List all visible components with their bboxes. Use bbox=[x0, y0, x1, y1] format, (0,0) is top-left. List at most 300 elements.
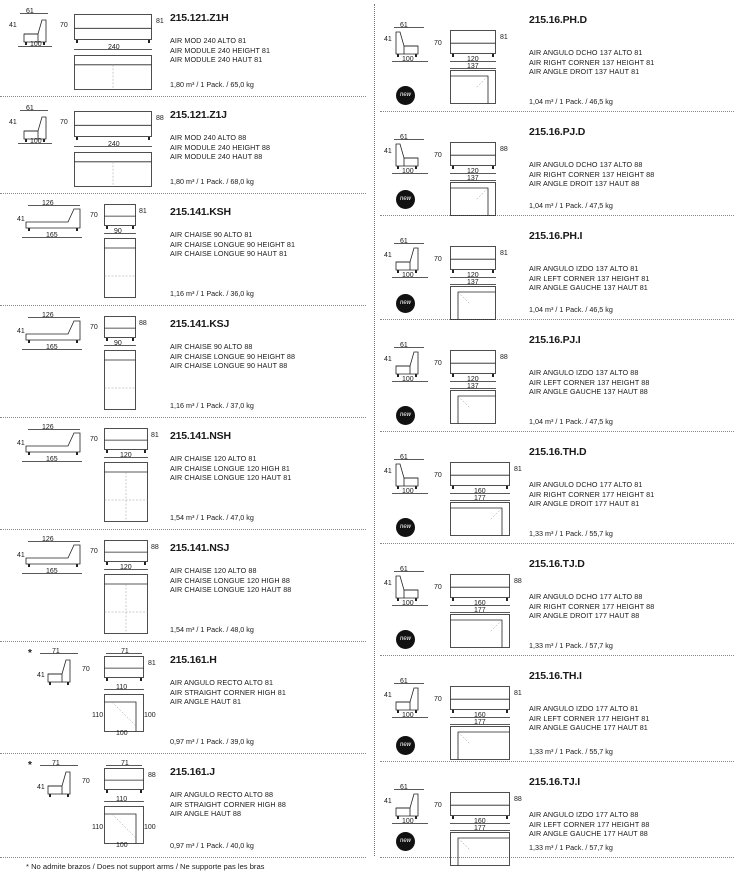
side-profile-drawing bbox=[46, 656, 72, 686]
product-code: 215.16.PJ.D bbox=[529, 126, 586, 138]
description-line: AIR CHAISE LONGUE 120 HIGH 88 bbox=[170, 575, 290, 585]
dimension-label: 41 bbox=[17, 216, 25, 223]
seat-cushion-line bbox=[396, 808, 410, 816]
dimension-label: 100 bbox=[402, 272, 414, 279]
leg bbox=[148, 40, 150, 43]
side-profile-drawing bbox=[394, 572, 420, 602]
dimension-label: 41 bbox=[384, 148, 392, 155]
dimension-line bbox=[104, 456, 148, 459]
plan-outline bbox=[451, 727, 510, 760]
seat-cushion-line bbox=[404, 478, 418, 486]
product-code: 215.16.PH.I bbox=[529, 230, 583, 242]
leg bbox=[28, 564, 30, 567]
description-line: AIR ANGLE HAUT 88 bbox=[170, 809, 242, 819]
product-entry bbox=[0, 530, 370, 642]
product-entry bbox=[0, 306, 370, 418]
product-entry bbox=[380, 320, 738, 432]
description-line: AIR ANGULO IZDO 137 ALTO 88 bbox=[529, 368, 639, 377]
description-line: AIR LEFT CORNER 177 HEIGHT 81 bbox=[529, 713, 650, 723]
dimension-label: 88 bbox=[151, 544, 159, 551]
leg bbox=[106, 678, 108, 681]
seat-cushion-line bbox=[396, 366, 410, 374]
dimension-label: 70 bbox=[434, 152, 442, 159]
profile-outline bbox=[396, 688, 418, 710]
leg bbox=[397, 54, 399, 57]
dimension-line bbox=[392, 172, 428, 175]
leg bbox=[106, 338, 108, 341]
product-entry bbox=[0, 754, 370, 858]
description-line: AIR LEFT CORNER 137 HEIGHT 88 bbox=[529, 377, 650, 387]
dimension-label: 41 bbox=[37, 784, 45, 791]
description-line: AIR RIGHT CORNER 137 HEIGHT 81 bbox=[529, 57, 655, 67]
chaise-plan-drawing bbox=[104, 350, 136, 410]
chaise-profile-drawing bbox=[24, 542, 82, 568]
front-view-drawing bbox=[104, 316, 136, 342]
new-badge: new bbox=[396, 518, 415, 537]
product-description bbox=[170, 678, 286, 707]
column-divider bbox=[374, 4, 375, 856]
leg bbox=[397, 166, 399, 169]
description-line: AIR ANGLE DROIT 177 HAUT 88 bbox=[529, 611, 640, 621]
product-code: 215.161.H bbox=[170, 654, 217, 666]
dimension-line bbox=[104, 568, 148, 571]
product-spec: 1,04 m³ / 1 Pack. / 46,5 kg bbox=[529, 97, 613, 106]
description-line: AIR MODULE 240 HEIGHT 88 bbox=[170, 142, 271, 152]
description-line: AIR ANGULO IZDO 177 ALTO 81 bbox=[529, 704, 639, 713]
product-spec: 1,80 m³ / 1 Pack. / 65,0 kg bbox=[170, 80, 254, 89]
corner-plan-drawing bbox=[450, 182, 496, 216]
front-outline bbox=[75, 112, 152, 137]
profile-outline bbox=[396, 144, 418, 166]
dimension-label: 81 bbox=[500, 250, 508, 257]
side-profile-drawing bbox=[394, 28, 420, 58]
product-entry bbox=[0, 642, 370, 754]
no-arms-marker: * bbox=[28, 760, 32, 771]
product-description bbox=[529, 592, 654, 621]
leg bbox=[28, 452, 30, 455]
product-code: 215.16.PJ.I bbox=[529, 334, 581, 346]
dimension-label: 41 bbox=[17, 328, 25, 335]
dimension-label: 160 bbox=[474, 488, 486, 495]
description-line: AIR CHAISE LONGUE 90 HAUT 88 bbox=[170, 361, 288, 371]
leg bbox=[415, 270, 417, 273]
dimension-line bbox=[18, 142, 52, 145]
diagonal-line bbox=[476, 76, 488, 88]
dimension-label: 61 bbox=[26, 105, 34, 112]
dimension-label: 100 bbox=[144, 824, 156, 831]
dimension-label: 126 bbox=[42, 312, 54, 319]
seat-cushion-line bbox=[48, 786, 62, 794]
side-profile-drawing bbox=[394, 140, 420, 170]
leg bbox=[415, 598, 417, 601]
dimension-label: 100 bbox=[402, 818, 414, 825]
leg bbox=[397, 486, 399, 489]
product-description bbox=[529, 480, 654, 509]
leg bbox=[506, 598, 508, 601]
dimension-label: 81 bbox=[148, 660, 156, 667]
dimension-label: 70 bbox=[90, 436, 98, 443]
front-outline bbox=[451, 687, 510, 710]
leg bbox=[397, 710, 399, 713]
profile-outline bbox=[396, 32, 418, 54]
dimension-label: 81 bbox=[500, 34, 508, 41]
front-outline bbox=[451, 143, 496, 166]
description-line: AIR CHAISE LONGUE 90 HEIGHT 88 bbox=[170, 351, 296, 361]
dimension-label: 100 bbox=[402, 488, 414, 495]
corner-plan-drawing bbox=[104, 694, 144, 732]
front-outline bbox=[451, 463, 510, 486]
leg bbox=[397, 816, 399, 819]
front-view-drawing bbox=[104, 656, 144, 682]
backrest-line bbox=[451, 620, 503, 648]
description-line: AIR ANGULO IZDO 137 ALTO 81 bbox=[529, 264, 639, 273]
description-line: AIR CHAISE LONGUE 120 HAUT 88 bbox=[170, 585, 292, 595]
description-line: AIR ANGLE DROIT 137 HAUT 81 bbox=[529, 67, 640, 77]
product-entry bbox=[380, 0, 738, 112]
dimension-line bbox=[22, 572, 82, 575]
leg bbox=[415, 816, 417, 819]
leg bbox=[415, 374, 417, 377]
front-view-drawing bbox=[450, 350, 496, 378]
front-view-drawing bbox=[104, 768, 144, 794]
dimension-label: 88 bbox=[148, 772, 156, 779]
leg bbox=[492, 166, 494, 169]
diagonal-line bbox=[458, 292, 470, 304]
footnote: * No admite brazos / Does not support arms / Ne supporte pas les bras bbox=[26, 862, 265, 871]
new-badge: new bbox=[396, 630, 415, 649]
description-line: AIR MODULE 240 HAUT 88 bbox=[170, 152, 263, 162]
corner-plan-drawing bbox=[104, 806, 144, 844]
dimension-label: 70 bbox=[60, 22, 68, 29]
dimension-label: 70 bbox=[90, 548, 98, 555]
backrest-line bbox=[105, 814, 137, 844]
leg bbox=[76, 228, 78, 231]
dimension-label: 88 bbox=[514, 796, 522, 803]
description-line: AIR CHAISE 90 ALTO 81 bbox=[170, 230, 253, 239]
dimension-label: 70 bbox=[90, 324, 98, 331]
dimension-line bbox=[104, 800, 144, 803]
side-profile-drawing bbox=[46, 768, 72, 798]
dimension-label: 165 bbox=[46, 344, 58, 351]
dimension-line bbox=[106, 652, 142, 655]
profile-outline bbox=[396, 248, 418, 270]
description-line: AIR CHAISE 120 ALTO 81 bbox=[170, 454, 257, 463]
dimension-label: 120 bbox=[120, 564, 132, 571]
product-spec: 0,97 m³ / 1 Pack. / 39,0 kg bbox=[170, 737, 254, 746]
plan-outline bbox=[105, 351, 136, 410]
plan-outline bbox=[105, 463, 148, 522]
entry-separator bbox=[0, 857, 366, 858]
dimension-line bbox=[18, 45, 52, 48]
leg bbox=[415, 486, 417, 489]
backrest-line bbox=[451, 76, 489, 104]
description-line: AIR CHAISE 120 ALTO 88 bbox=[170, 566, 257, 575]
product-entry bbox=[0, 418, 370, 530]
dimension-label: 240 bbox=[108, 44, 120, 51]
leg bbox=[397, 270, 399, 273]
diagonal-line bbox=[458, 838, 470, 850]
dimension-label: 61 bbox=[400, 238, 408, 245]
front-outline bbox=[105, 317, 136, 338]
dimension-line bbox=[104, 232, 136, 235]
dimension-label: 177 bbox=[474, 825, 486, 832]
leg bbox=[415, 166, 417, 169]
leg bbox=[132, 226, 134, 229]
product-code: 215.16.TJ.D bbox=[529, 558, 585, 570]
leg bbox=[452, 374, 454, 377]
dimension-label: 70 bbox=[434, 584, 442, 591]
description-line: AIR LEFT CORNER 177 HEIGHT 88 bbox=[529, 819, 650, 829]
dimension-label: 110 bbox=[92, 712, 104, 719]
description-line: AIR ANGLE GAUCHE 177 HAUT 81 bbox=[529, 723, 648, 733]
profile-outline bbox=[26, 433, 80, 452]
leg bbox=[415, 710, 417, 713]
corner-plan-drawing bbox=[450, 614, 510, 648]
dimension-line bbox=[22, 236, 82, 239]
dimension-line bbox=[392, 380, 428, 383]
side-profile-drawing bbox=[394, 244, 420, 274]
leg bbox=[76, 40, 78, 43]
plan-outline bbox=[451, 71, 496, 104]
dimension-label: 71 bbox=[121, 648, 129, 655]
description-line: AIR LEFT CORNER 137 HEIGHT 81 bbox=[529, 273, 650, 283]
diagonal-line bbox=[458, 396, 470, 408]
new-badge: new bbox=[396, 86, 415, 105]
dimension-label: 100 bbox=[30, 41, 42, 48]
side-profile-drawing bbox=[394, 460, 420, 490]
plan-outline bbox=[451, 391, 496, 424]
dimension-label: 100 bbox=[116, 730, 128, 737]
leg bbox=[452, 598, 454, 601]
product-spec: 0,97 m³ / 1 Pack. / 40,0 kg bbox=[170, 841, 254, 850]
leg bbox=[492, 270, 494, 273]
chaise-profile-drawing bbox=[24, 206, 82, 232]
product-code: 215.141.NSJ bbox=[170, 542, 230, 554]
backrest-line bbox=[458, 396, 496, 424]
dimension-label: 41 bbox=[37, 672, 45, 679]
front-view-drawing bbox=[450, 462, 510, 490]
dimension-label: 81 bbox=[139, 208, 147, 215]
product-spec: 1,04 m³ / 1 Pack. / 46,5 kg bbox=[529, 305, 613, 314]
profile-outline bbox=[48, 660, 70, 682]
plan-view-drawing bbox=[74, 152, 152, 187]
front-outline bbox=[105, 769, 144, 790]
dimension-label: 120 bbox=[467, 376, 479, 383]
chaise-plan-drawing bbox=[104, 462, 148, 522]
dimension-label: 70 bbox=[434, 256, 442, 263]
description-line: AIR ANGULO RECTO ALTO 81 bbox=[170, 678, 274, 687]
dimension-label: 88 bbox=[156, 115, 164, 122]
dimension-label: 61 bbox=[400, 134, 408, 141]
description-line: AIR STRAIGHT CORNER HIGH 81 bbox=[170, 687, 286, 697]
diagonal-line bbox=[490, 620, 502, 632]
dimension-label: 100 bbox=[402, 712, 414, 719]
dimension-line bbox=[22, 460, 82, 463]
product-code: 215.121.Z1H bbox=[170, 12, 229, 24]
plan-outline bbox=[105, 807, 144, 844]
front-outline bbox=[451, 247, 496, 270]
diagonal-line bbox=[112, 702, 136, 726]
dimension-label: 61 bbox=[400, 784, 408, 791]
leg bbox=[144, 450, 146, 453]
dimension-label: 71 bbox=[121, 760, 129, 767]
leg bbox=[492, 54, 494, 57]
chaise-plan-drawing bbox=[104, 238, 136, 298]
seat-cushion-line bbox=[396, 262, 410, 270]
product-description bbox=[529, 704, 649, 733]
product-description bbox=[170, 133, 270, 162]
front-view-drawing bbox=[74, 111, 152, 141]
dimension-label: 61 bbox=[26, 8, 34, 15]
front-view-drawing bbox=[450, 30, 496, 58]
dimension-label: 100 bbox=[402, 600, 414, 607]
dimension-label: 81 bbox=[514, 466, 522, 473]
leg bbox=[397, 598, 399, 601]
front-outline bbox=[451, 575, 510, 598]
profile-outline bbox=[24, 20, 46, 42]
dimension-label: 90 bbox=[114, 228, 122, 235]
front-outline bbox=[75, 15, 152, 40]
dimension-label: 41 bbox=[17, 552, 25, 559]
product-description bbox=[170, 790, 286, 819]
dimension-label: 71 bbox=[52, 760, 60, 767]
leg bbox=[452, 816, 454, 819]
dimension-label: 88 bbox=[500, 146, 508, 153]
side-profile-drawing bbox=[394, 790, 420, 820]
product-entry bbox=[380, 762, 738, 858]
product-spec: 1,33 m³ / 1 Pack. / 55,7 kg bbox=[529, 529, 613, 538]
description-line: AIR ANGULO DCHO 177 ALTO 81 bbox=[529, 480, 643, 489]
profile-outline bbox=[26, 321, 80, 340]
no-arms-marker: * bbox=[28, 648, 32, 659]
corner-plan-drawing bbox=[450, 390, 496, 424]
description-line: AIR CHAISE LONGUE 120 HAUT 81 bbox=[170, 473, 292, 483]
product-code: 215.16.TH.D bbox=[529, 446, 587, 458]
leg bbox=[106, 790, 108, 793]
dimension-label: 165 bbox=[46, 232, 58, 239]
chaise-plan-drawing bbox=[104, 574, 148, 634]
leg bbox=[144, 562, 146, 565]
product-description bbox=[529, 160, 654, 189]
leg bbox=[140, 678, 142, 681]
front-view-drawing bbox=[104, 540, 148, 566]
product-spec: 1,04 m³ / 1 Pack. / 47,5 kg bbox=[529, 417, 613, 426]
dimension-label: 177 bbox=[474, 607, 486, 614]
dimension-label: 61 bbox=[400, 566, 408, 573]
dimension-line bbox=[40, 764, 78, 767]
dimension-line bbox=[22, 348, 82, 351]
side-profile-drawing bbox=[394, 348, 420, 378]
description-line: AIR CHAISE LONGUE 90 HAUT 81 bbox=[170, 249, 288, 259]
profile-outline bbox=[24, 117, 46, 139]
product-code: 215.16.PH.D bbox=[529, 14, 587, 26]
new-badge: new bbox=[396, 832, 415, 851]
dimension-label: 177 bbox=[474, 495, 486, 502]
profile-outline bbox=[396, 352, 418, 374]
leg bbox=[492, 374, 494, 377]
product-entry bbox=[0, 97, 370, 194]
front-outline bbox=[105, 429, 148, 450]
dimension-label: 100 bbox=[144, 712, 156, 719]
description-line: AIR ANGULO DCHO 137 ALTO 88 bbox=[529, 160, 643, 169]
dimension-label: 126 bbox=[42, 200, 54, 207]
dimension-label: 61 bbox=[400, 22, 408, 29]
description-line: AIR ANGULO IZDO 177 ALTO 88 bbox=[529, 810, 639, 819]
dimension-label: 110 bbox=[92, 824, 104, 831]
product-description bbox=[170, 566, 291, 595]
leg bbox=[76, 564, 78, 567]
dimension-line bbox=[392, 822, 428, 825]
description-line: AIR ANGLE GAUCHE 137 HAUT 81 bbox=[529, 283, 648, 293]
description-line: AIR CHAISE LONGUE 120 HIGH 81 bbox=[170, 463, 290, 473]
dimension-line bbox=[392, 604, 428, 607]
dimension-label: 120 bbox=[467, 168, 479, 175]
product-code: 215.141.KSH bbox=[170, 206, 231, 218]
diagonal-line bbox=[458, 732, 470, 744]
leg bbox=[106, 226, 108, 229]
description-line: AIR ANGULO DCHO 137 ALTO 81 bbox=[529, 48, 643, 57]
description-line: AIR CHAISE 90 ALTO 88 bbox=[170, 342, 253, 351]
dimension-label: 61 bbox=[400, 678, 408, 685]
backrest-line bbox=[451, 188, 489, 216]
front-view-drawing bbox=[74, 14, 152, 44]
chaise-profile-drawing bbox=[24, 430, 82, 456]
front-outline bbox=[451, 351, 496, 374]
dimension-label: 100 bbox=[402, 376, 414, 383]
profile-outline bbox=[396, 576, 418, 598]
front-outline bbox=[451, 31, 496, 54]
backrest-line bbox=[451, 508, 503, 536]
dimension-label: 41 bbox=[384, 798, 392, 805]
description-line: AIR ANGLE DROIT 177 HAUT 81 bbox=[529, 499, 640, 509]
product-description bbox=[529, 810, 649, 839]
dimension-label: 71 bbox=[52, 648, 60, 655]
dimension-label: 100 bbox=[402, 168, 414, 175]
leg bbox=[28, 340, 30, 343]
description-line: AIR RIGHT CORNER 177 HEIGHT 81 bbox=[529, 489, 655, 499]
product-spec: 1,54 m³ / 1 Pack. / 47,0 kg bbox=[170, 513, 254, 522]
product-spec: 1,33 m³ / 1 Pack. / 55,7 kg bbox=[529, 747, 613, 756]
dimension-label: 120 bbox=[467, 56, 479, 63]
plan-outline bbox=[105, 575, 148, 634]
dimension-line bbox=[106, 764, 142, 767]
new-badge: new bbox=[396, 736, 415, 755]
product-spec: 1,16 m³ / 1 Pack. / 37,0 kg bbox=[170, 401, 254, 410]
leg bbox=[452, 166, 454, 169]
dimension-label: 70 bbox=[90, 212, 98, 219]
dimension-label: 70 bbox=[82, 778, 90, 785]
dimension-label: 70 bbox=[434, 802, 442, 809]
seat-cushion-line bbox=[396, 702, 410, 710]
description-line: AIR STRAIGHT CORNER HIGH 88 bbox=[170, 799, 286, 809]
leg bbox=[140, 790, 142, 793]
front-outline bbox=[105, 541, 148, 562]
product-description bbox=[529, 368, 649, 397]
leg bbox=[28, 228, 30, 231]
leg bbox=[506, 486, 508, 489]
dimension-line bbox=[74, 48, 152, 51]
seat-cushion-line bbox=[404, 46, 418, 54]
product-entry bbox=[0, 194, 370, 306]
product-entry bbox=[380, 112, 738, 216]
leg bbox=[452, 710, 454, 713]
description-line: AIR ANGULO DCHO 177 ALTO 88 bbox=[529, 592, 643, 601]
product-code: 215.141.NSH bbox=[170, 430, 231, 442]
dimension-line bbox=[20, 12, 48, 15]
dimension-label: 160 bbox=[474, 818, 486, 825]
plan-outline bbox=[451, 615, 510, 648]
product-spec: 1,33 m³ / 1 Pack. / 57,7 kg bbox=[529, 843, 613, 852]
